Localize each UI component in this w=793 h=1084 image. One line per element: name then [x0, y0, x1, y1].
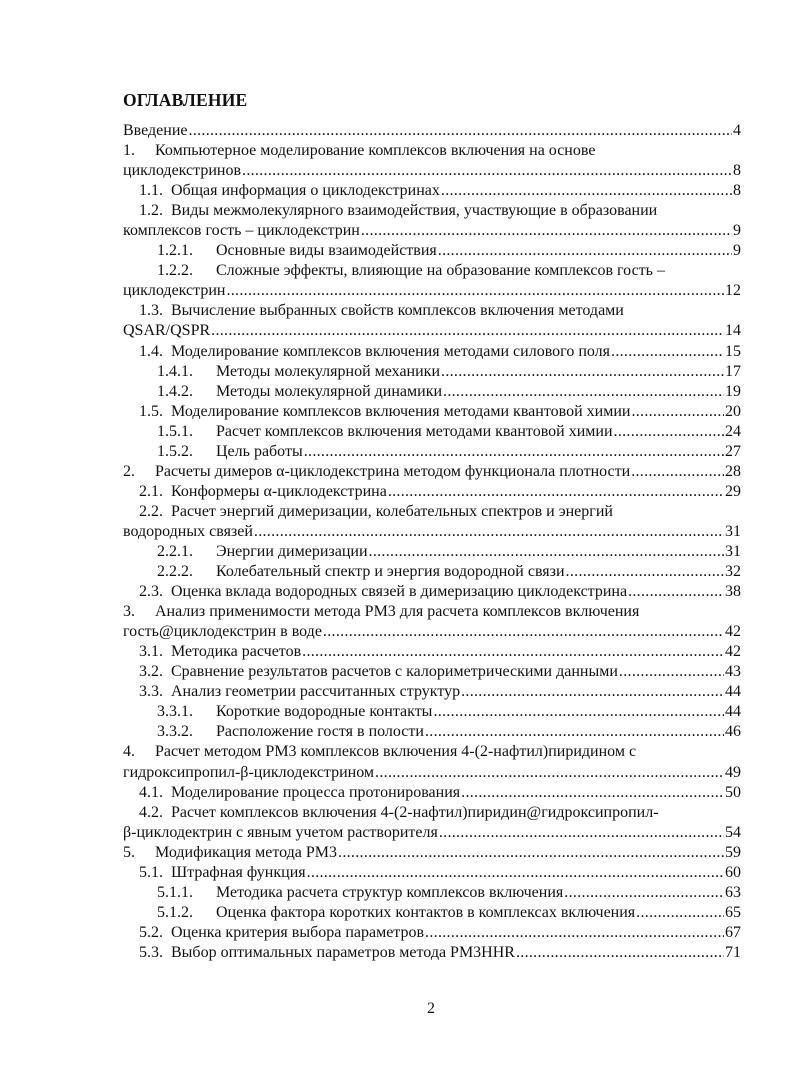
toc-entry-title-continuation: водородных связей	[123, 522, 253, 540]
toc-entry[interactable]	[123, 642, 741, 662]
dot-leader	[443, 382, 724, 402]
toc-entry-title: Анализ геометрии рассчитанных структур	[171, 683, 461, 701]
toc-entry-number: 1.5.	[139, 402, 163, 420]
toc-entry-title: Расчет комплексов включения 4-(2-нафтил)пиридин@гидроксипропил-	[171, 803, 659, 821]
toc-entry-number: 5.1.2.	[157, 903, 193, 921]
dot-leader	[461, 682, 724, 702]
toc-entry[interactable]	[123, 382, 741, 402]
toc-entry-page: 8	[733, 182, 741, 200]
dot-leader	[361, 221, 732, 241]
toc-entry-number: 1.2.1.	[157, 242, 193, 260]
dot-leader	[441, 181, 732, 201]
toc-entry-line	[123, 642, 741, 662]
toc-entry-title: Расчет комплексов включения методами квантовой химии	[216, 422, 613, 440]
toc-entry-title: Колебательный спектр и энергия водородной связи	[216, 563, 565, 581]
toc-entry-page: 49	[725, 763, 741, 781]
toc-entry-number: 2.	[123, 462, 135, 480]
toc-entry-page: 63	[725, 883, 741, 901]
toc-entry[interactable]	[123, 883, 741, 903]
toc-entry-page: 60	[725, 863, 741, 881]
toc-entry-page: 20	[725, 402, 741, 420]
toc-entry[interactable]	[123, 923, 741, 943]
toc-entry[interactable]	[123, 462, 741, 482]
toc-entry-number: 2.1.	[139, 482, 163, 500]
page-number: 2	[427, 1000, 435, 1017]
toc-entry-page: 15	[725, 342, 741, 360]
toc-entry-title: Энергии димеризации	[216, 542, 368, 560]
table-of-contents	[123, 121, 741, 963]
toc-entry-line	[123, 241, 741, 261]
dot-leader	[302, 642, 724, 662]
toc-entry-number: 1.4.2.	[157, 382, 193, 400]
toc-entry-page: 9	[733, 222, 741, 240]
toc-entry-number: 3.2.	[139, 663, 163, 681]
toc-entry-line	[123, 181, 741, 201]
toc-entry-title: Цель работы	[216, 442, 303, 460]
toc-entry-page: 42	[725, 623, 741, 641]
toc-entry-title: Оценка вклада водородных связей в димеризацию циклодекстрина	[171, 583, 628, 601]
toc-entry-line	[123, 783, 741, 803]
toc-entry-page: 28	[725, 462, 741, 480]
toc-entry-title: Моделирование процесса протонирования	[171, 783, 461, 801]
toc-entry[interactable]	[123, 402, 741, 422]
toc-entry-title: Выбор оптимальных параметров метода PM3HHR	[171, 943, 515, 961]
toc-entry-number: 1.2.2.	[157, 262, 193, 280]
toc-entry-page: 43	[725, 663, 741, 681]
dot-leader	[631, 462, 724, 482]
toc-entry-continuation	[123, 763, 741, 783]
toc-entry-title: Расчет методом PM3 комплексов включения 4-(2-нафтил)пиридином с	[155, 743, 637, 761]
toc-entry-title-continuation: гость@циклодекстрин в воде	[123, 623, 322, 641]
toc-entry-number: 3.	[123, 603, 135, 621]
toc-entry-title-continuation: β-циклодектрин с явным учетом растворителя	[123, 823, 438, 841]
toc-entry-number: 3.3.2.	[157, 723, 193, 741]
toc-entry-page: 29	[725, 482, 741, 500]
toc-entry-number: 2.2.1.	[157, 542, 193, 560]
toc-entry[interactable]	[123, 562, 741, 582]
toc-entry-page: 42	[725, 643, 741, 661]
toc-entry-title: Оценка критерия выбора параметров	[171, 923, 425, 941]
toc-entry-line	[123, 382, 741, 402]
dot-leader	[307, 863, 724, 883]
dot-leader	[323, 622, 724, 642]
toc-entry[interactable]	[123, 803, 741, 843]
toc-entry-title: Оценка фактора коротких контактов в комплексах включения	[216, 903, 636, 921]
toc-entry-line	[123, 121, 741, 141]
dot-leader	[369, 542, 724, 562]
toc-entry[interactable]	[123, 863, 741, 883]
toc-entry-title: Расчеты димеров α-циклодекстрина методом функционала плотности	[155, 462, 631, 480]
toc-entry-line	[123, 602, 741, 622]
toc-entry-line	[123, 662, 741, 682]
toc-entry-continuation	[123, 622, 741, 642]
toc-entry-title-continuation: гидроксипропил-β-циклодекстрином	[123, 763, 375, 781]
toc-entry-number: 1.2.	[139, 202, 163, 220]
toc-entry-number: 1.4.	[139, 342, 163, 360]
toc-entry-line	[123, 742, 741, 762]
toc-entry-line	[123, 261, 741, 281]
dot-leader	[636, 903, 724, 923]
dot-leader	[441, 362, 724, 382]
toc-entry-line	[123, 883, 741, 903]
toc-entry-line	[123, 422, 741, 442]
toc-entry[interactable]	[123, 121, 741, 141]
toc-entry-title: Конформеры α-циклодекстрина	[171, 482, 387, 500]
toc-entry-line	[123, 903, 741, 923]
toc-entry[interactable]	[123, 342, 741, 362]
toc-entry[interactable]	[123, 783, 741, 803]
toc-entry[interactable]	[123, 702, 741, 722]
toc-entry-number: 2.2.	[139, 502, 163, 520]
toc-entry[interactable]	[123, 602, 741, 642]
toc-entry[interactable]	[123, 542, 741, 562]
toc-entry-page: 59	[725, 843, 741, 861]
toc-entry-continuation	[123, 161, 741, 181]
toc-entry-line	[123, 843, 741, 863]
toc-entry[interactable]	[123, 482, 741, 502]
toc-entry-continuation	[123, 823, 741, 843]
toc-entry-line	[123, 582, 741, 602]
toc-entry-title-continuation: циклодекстрин	[123, 282, 226, 300]
toc-entry-number: 1.5.2.	[157, 442, 193, 460]
toc-entry-number: 4.	[123, 743, 135, 761]
toc-entry-title: Методика расчетов	[171, 643, 302, 661]
toc-entry[interactable]	[123, 422, 741, 442]
toc-entry-number: 2.3.	[139, 583, 163, 601]
toc-entry-number: 1.3.	[139, 302, 163, 320]
toc-entry[interactable]	[123, 682, 741, 702]
toc-entry-number: 1.	[123, 142, 135, 160]
toc-entry-title: Методы молекулярной динамики	[216, 382, 443, 400]
toc-entry-page: 54	[725, 823, 741, 841]
toc-entry-title: Методика расчета структур комплексов включения	[216, 883, 564, 901]
toc-entry[interactable]	[123, 943, 741, 963]
toc-entry-page: 31	[725, 542, 741, 560]
toc-entry-title: Сложные эффекты, влияющие на образование комплексов гость –	[216, 262, 665, 280]
dot-leader	[304, 442, 724, 462]
toc-entry-title: Моделирование комплексов включения методами квантовой химии	[171, 402, 631, 420]
toc-entry-number: 5.2.	[139, 923, 163, 941]
dot-leader	[211, 321, 724, 341]
toc-entry-number: 1.5.1.	[157, 422, 193, 440]
dot-leader	[425, 722, 724, 742]
toc-entry-line	[123, 542, 741, 562]
toc-entry-continuation	[123, 522, 741, 542]
dot-leader	[433, 702, 724, 722]
toc-entry[interactable]	[123, 181, 741, 201]
toc-entry-line	[123, 442, 741, 462]
toc-entry-number: 4.1.	[139, 783, 163, 801]
dot-leader	[226, 281, 724, 301]
dot-leader	[189, 121, 733, 141]
toc-entry-line	[123, 562, 741, 582]
toc-entry-page: 65	[725, 903, 741, 921]
dot-leader	[388, 482, 724, 502]
toc-entry-page: 12	[725, 282, 741, 300]
toc-entry-page: 46	[725, 723, 741, 741]
toc-entry-line	[123, 702, 741, 722]
toc-entry-line	[123, 141, 741, 161]
toc-entry-title: Виды межмолекулярного взаимодействия, участвующие в образовании	[171, 202, 658, 220]
toc-entry-number: 5.1.1.	[157, 883, 193, 901]
toc-entry-page: 24	[725, 422, 741, 440]
toc-entry-continuation	[123, 321, 741, 341]
toc-entry[interactable]	[123, 261, 741, 301]
toc-entry[interactable]	[123, 582, 741, 602]
toc-entry[interactable]	[123, 662, 741, 682]
toc-entry-title: Анализ применимости метода PM3 для расчета комплексов включения	[155, 603, 640, 621]
toc-entry-line	[123, 301, 741, 321]
toc-entry-line	[123, 502, 741, 522]
dot-leader	[439, 823, 724, 843]
toc-entry-title: Штрафная функция	[171, 863, 306, 881]
dot-leader	[438, 241, 732, 261]
dot-leader	[461, 783, 724, 803]
toc-entry[interactable]	[123, 362, 741, 382]
toc-entry-line	[123, 803, 741, 823]
toc-entry-page: 67	[725, 923, 741, 941]
toc-entry-page: 4	[733, 122, 741, 139]
toc-entry-page: 32	[725, 563, 741, 581]
toc-entry-number: 5.3.	[139, 943, 163, 961]
dot-leader	[631, 402, 724, 422]
toc-entry-number: 3.3.1.	[157, 703, 193, 721]
toc-entry-line	[123, 362, 741, 382]
toc-entry-title: Модификация метода PM3	[155, 843, 338, 861]
toc-entry-title: Короткие водородные контакты	[216, 703, 433, 721]
toc-entry-page: 31	[725, 522, 741, 540]
toc-entry-title-continuation: комплексов гость – циклодекстрин	[123, 222, 360, 240]
toc-entry-line	[123, 863, 741, 883]
toc-entry[interactable]	[123, 201, 741, 241]
dot-leader	[564, 883, 724, 903]
toc-entry-line	[123, 943, 741, 963]
toc-entry-title: Расчет энергий димеризации, колебательных спектров и энергий	[171, 502, 613, 520]
toc-entry-page: 71	[725, 943, 741, 961]
toc-entry-number: 3.3.	[139, 683, 163, 701]
toc-entry-title: Расположение гостя в полости	[216, 723, 424, 741]
toc-entry-page: 50	[725, 783, 741, 801]
toc-entry[interactable]	[123, 903, 741, 923]
toc-entry-page: 17	[725, 362, 741, 380]
toc-entry-page: 44	[725, 703, 741, 721]
toc-entry-number: 1.4.1.	[157, 362, 193, 380]
toc-entry-page: 38	[725, 583, 741, 601]
toc-entry-line	[123, 923, 741, 943]
toc-entry[interactable]	[123, 502, 741, 542]
toc-entry-page: 27	[725, 442, 741, 460]
toc-entry-continuation	[123, 281, 741, 301]
dot-leader	[516, 943, 724, 963]
toc-entry-number: 5.	[123, 843, 135, 861]
toc-entry-continuation	[123, 221, 741, 241]
toc-entry-number: 1.1.	[139, 182, 163, 200]
dot-leader	[619, 662, 724, 682]
toc-entry-line	[123, 722, 741, 742]
toc-entry-page: 19	[725, 382, 741, 400]
toc-entry-title: Введение	[123, 122, 188, 139]
dot-leader	[614, 422, 724, 442]
toc-entry-line	[123, 682, 741, 702]
toc-entry-number: 4.2.	[139, 803, 163, 821]
toc-entry[interactable]	[123, 742, 741, 782]
dot-leader	[566, 562, 724, 582]
toc-entry-page: 9	[733, 242, 741, 260]
toc-entry-page: 14	[725, 322, 741, 340]
toc-entry-title-continuation: циклодекстринов	[123, 162, 242, 180]
toc-entry-line	[123, 402, 741, 422]
toc-entry-title-continuation: QSAR/QSPR	[123, 322, 211, 340]
toc-entry-line	[123, 462, 741, 482]
toc-entry-line	[123, 342, 741, 362]
toc-entry-number: 5.1.	[139, 863, 163, 881]
toc-entry-number: 3.1.	[139, 643, 163, 661]
dot-leader	[375, 763, 724, 783]
dot-leader	[425, 923, 724, 943]
dot-leader	[254, 522, 724, 542]
dot-leader	[242, 161, 732, 181]
toc-entry-line	[123, 482, 741, 502]
dot-leader	[611, 342, 724, 362]
toc-entry-title: Сравнение результатов расчетов с калориметрическими данными	[171, 663, 618, 681]
toc-entry-title: Общая информация о циклодекстринах	[171, 182, 440, 200]
toc-heading: ОГЛАВЛЕНИЕ	[123, 90, 248, 110]
toc-entry-title: Вычисление выбранных свойств комплексов включения методами	[171, 302, 624, 320]
toc-entry-title: Методы молекулярной механики	[216, 362, 441, 380]
toc-entry-line	[123, 201, 741, 221]
toc-entry-title: Моделирование комплексов включения методами силового поля	[171, 342, 611, 360]
toc-entry-number: 2.2.2.	[157, 563, 193, 581]
toc-entry[interactable]	[123, 722, 741, 742]
toc-entry-page: 44	[725, 683, 741, 701]
toc-entry[interactable]	[123, 241, 741, 261]
toc-entry[interactable]	[123, 442, 741, 462]
toc-entry-title: Основные виды взаимодействия	[216, 242, 437, 260]
toc-entry-title: Компьютерное моделирование комплексов включения на основе	[155, 142, 596, 160]
dot-leader	[628, 582, 724, 602]
toc-entry-page: 8	[733, 162, 741, 180]
toc-entry[interactable]	[123, 843, 741, 863]
toc-entry[interactable]	[123, 301, 741, 341]
toc-entry[interactable]	[123, 141, 741, 181]
dot-leader	[338, 843, 724, 863]
